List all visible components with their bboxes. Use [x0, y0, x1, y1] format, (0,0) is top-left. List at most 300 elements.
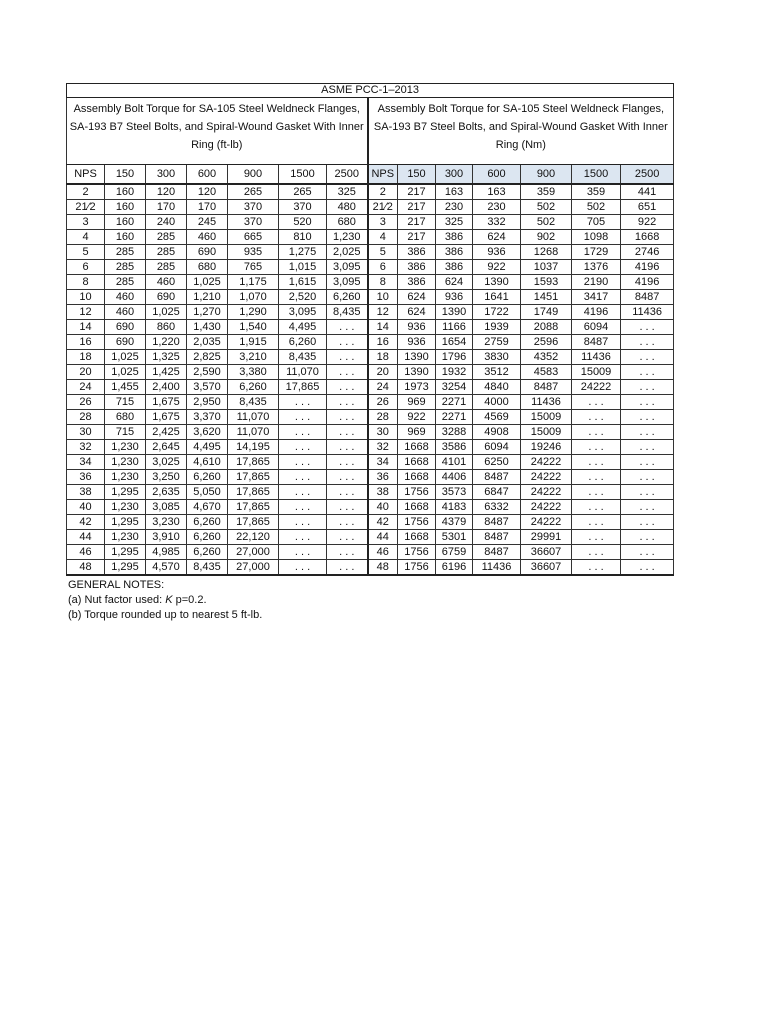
- torque-cell: 922: [473, 260, 521, 275]
- torque-cell: 1,015: [279, 260, 327, 275]
- column-header: 2500: [327, 165, 368, 185]
- torque-cell: 163: [473, 184, 521, 200]
- torque-cell: 11,070: [279, 365, 327, 380]
- torque-cell: 502: [521, 200, 572, 215]
- torque-cell: 8487: [473, 545, 521, 560]
- torque-cell: 1037: [521, 260, 572, 275]
- nps-cell: 30: [368, 425, 398, 440]
- torque-cell: 17,865: [228, 500, 279, 515]
- torque-cell: 386: [436, 230, 473, 245]
- torque-cell: 1,230: [105, 440, 146, 455]
- nut-factor-symbol: K: [165, 594, 173, 606]
- torque-cell: 1641: [473, 290, 521, 305]
- torque-cell: 1668: [398, 455, 436, 470]
- torque-cell: . . .: [621, 350, 674, 365]
- torque-cell: 22,120: [228, 530, 279, 545]
- torque-cell: . . .: [327, 515, 368, 530]
- nps-cell: 30: [67, 425, 105, 440]
- torque-cell: 1268: [521, 245, 572, 260]
- torque-cell: 1376: [572, 260, 621, 275]
- torque-cell: 265: [228, 184, 279, 200]
- torque-cell: 325: [327, 184, 368, 200]
- table-row: [67, 290, 674, 305]
- torque-cell: . . .: [621, 560, 674, 576]
- torque-cell: 1,230: [105, 530, 146, 545]
- torque-cell: 680: [105, 410, 146, 425]
- torque-cell: 2746: [621, 245, 674, 260]
- table-row: [67, 530, 674, 545]
- nps-cell: 12: [368, 305, 398, 320]
- note-a: (a) Nut factor used: K p=0.2.: [68, 594, 207, 606]
- torque-cell: 8487: [473, 530, 521, 545]
- torque-cell: 765: [228, 260, 279, 275]
- torque-cell: . . .: [572, 545, 621, 560]
- torque-cell: 27,000: [228, 560, 279, 576]
- torque-cell: 624: [398, 305, 436, 320]
- torque-cell: 1,175: [228, 275, 279, 290]
- torque-cell: 15009: [521, 410, 572, 425]
- torque-cell: 936: [398, 335, 436, 350]
- torque-cell: 1749: [521, 305, 572, 320]
- nps-cell: 20: [67, 365, 105, 380]
- table-row: [67, 470, 674, 485]
- torque-cell: . . .: [279, 440, 327, 455]
- nps-cell: 5: [67, 245, 105, 260]
- torque-sheet: [66, 83, 673, 623]
- torque-cell: . . .: [279, 395, 327, 410]
- torque-cell: 11436: [473, 560, 521, 576]
- torque-cell: 441: [621, 184, 674, 200]
- torque-cell: 285: [146, 230, 187, 245]
- column-header: 300: [436, 165, 473, 185]
- torque-cell: . . .: [279, 560, 327, 576]
- torque-cell: 1756: [398, 485, 436, 500]
- nps-cell: 14: [368, 320, 398, 335]
- torque-cell: 3,085: [146, 500, 187, 515]
- table-row: [67, 365, 674, 380]
- nps-cell: 6: [67, 260, 105, 275]
- torque-cell: 4196: [621, 260, 674, 275]
- torque-cell: 2,825: [187, 350, 228, 365]
- torque-cell: 1939: [473, 320, 521, 335]
- torque-cell: 14,195: [228, 440, 279, 455]
- torque-cell: 3,095: [279, 305, 327, 320]
- column-header: 2500: [621, 165, 674, 185]
- torque-cell: 1668: [398, 530, 436, 545]
- table-row: [67, 200, 674, 215]
- torque-cell: . . .: [279, 545, 327, 560]
- torque-cell: . . .: [327, 335, 368, 350]
- torque-cell: 715: [105, 425, 146, 440]
- torque-cell: 3,910: [146, 530, 187, 545]
- torque-cell: . . .: [279, 515, 327, 530]
- torque-table: [66, 83, 674, 576]
- torque-cell: . . .: [279, 410, 327, 425]
- table-row: [67, 440, 674, 455]
- column-header: 1500: [572, 165, 621, 185]
- torque-cell: 4000: [473, 395, 521, 410]
- torque-cell: 4101: [436, 455, 473, 470]
- torque-cell: 370: [228, 215, 279, 230]
- left-table-heading: Assembly Bolt Torque for SA-105 Steel Weldneck Flanges, SA-193 B7 Steel Bolts, and Spiral-Wound Gasket With Inner Ring (ft-lb): [67, 98, 368, 165]
- torque-cell: 4,495: [279, 320, 327, 335]
- torque-cell: 1,270: [187, 305, 228, 320]
- torque-cell: . . .: [327, 395, 368, 410]
- nps-cell: 32: [368, 440, 398, 455]
- torque-cell: 1796: [436, 350, 473, 365]
- nps-cell: 10: [368, 290, 398, 305]
- column-header: 150: [105, 165, 146, 185]
- torque-cell: 11436: [621, 305, 674, 320]
- torque-cell: 2596: [521, 335, 572, 350]
- column-header: 900: [228, 165, 279, 185]
- general-notes: [66, 578, 673, 623]
- torque-cell: . . .: [572, 500, 621, 515]
- torque-cell: 24222: [521, 470, 572, 485]
- torque-cell: 24222: [521, 455, 572, 470]
- torque-cell: 3,370: [187, 410, 228, 425]
- torque-cell: . . .: [279, 530, 327, 545]
- torque-cell: 6094: [473, 440, 521, 455]
- torque-cell: 4183: [436, 500, 473, 515]
- torque-cell: 6,260: [187, 470, 228, 485]
- torque-cell: . . .: [572, 455, 621, 470]
- torque-cell: . . .: [327, 410, 368, 425]
- torque-cell: 1,220: [146, 335, 187, 350]
- torque-cell: 24222: [521, 485, 572, 500]
- torque-cell: 1390: [473, 275, 521, 290]
- torque-cell: 1,455: [105, 380, 146, 395]
- torque-cell: 460: [187, 230, 228, 245]
- table-row: [67, 560, 674, 576]
- torque-cell: 936: [398, 320, 436, 335]
- table-row: [67, 260, 674, 275]
- torque-cell: 386: [436, 260, 473, 275]
- table-row: [67, 350, 674, 365]
- column-header: 150: [398, 165, 436, 185]
- torque-cell: 1,025: [187, 275, 228, 290]
- torque-cell: 3,230: [146, 515, 187, 530]
- torque-cell: 8487: [621, 290, 674, 305]
- torque-cell: 1390: [398, 365, 436, 380]
- table-row: [67, 275, 674, 290]
- torque-cell: . . .: [621, 500, 674, 515]
- torque-cell: 6,260: [279, 335, 327, 350]
- torque-cell: . . .: [327, 485, 368, 500]
- nps-cell: 26: [368, 395, 398, 410]
- nps-cell: 44: [67, 530, 105, 545]
- torque-cell: 285: [105, 260, 146, 275]
- torque-cell: 922: [621, 215, 674, 230]
- table-row: [67, 410, 674, 425]
- torque-cell: . . .: [327, 380, 368, 395]
- torque-cell: 17,865: [228, 455, 279, 470]
- table-row: [67, 500, 674, 515]
- table-row: [67, 245, 674, 260]
- torque-cell: 17,865: [228, 485, 279, 500]
- nps-cell: 24: [67, 380, 105, 395]
- torque-cell: 6,260: [187, 530, 228, 545]
- torque-cell: 460: [146, 275, 187, 290]
- nps-cell: 5: [368, 245, 398, 260]
- torque-cell: . . .: [621, 425, 674, 440]
- torque-cell: 285: [105, 245, 146, 260]
- torque-cell: 217: [398, 230, 436, 245]
- torque-cell: 170: [187, 200, 228, 215]
- torque-cell: 1668: [398, 500, 436, 515]
- torque-cell: 4840: [473, 380, 521, 395]
- torque-cell: 3,025: [146, 455, 187, 470]
- torque-cell: 1,325: [146, 350, 187, 365]
- torque-cell: 2,400: [146, 380, 187, 395]
- torque-cell: 4583: [521, 365, 572, 380]
- torque-cell: 3,250: [146, 470, 187, 485]
- torque-cell: 230: [473, 200, 521, 215]
- torque-cell: . . .: [572, 530, 621, 545]
- torque-cell: 651: [621, 200, 674, 215]
- torque-cell: 332: [473, 215, 521, 230]
- column-header: 900: [521, 165, 572, 185]
- torque-cell: . . .: [327, 530, 368, 545]
- nps-cell: 34: [67, 455, 105, 470]
- torque-cell: 2,635: [146, 485, 187, 500]
- torque-cell: 1,230: [105, 470, 146, 485]
- torque-cell: 1,615: [279, 275, 327, 290]
- nps-cell: 24: [368, 380, 398, 395]
- torque-cell: 1593: [521, 275, 572, 290]
- nps-cell: 38: [368, 485, 398, 500]
- torque-cell: 160: [105, 230, 146, 245]
- nps-cell: 18: [67, 350, 105, 365]
- torque-cell: 1668: [621, 230, 674, 245]
- torque-cell: 1166: [436, 320, 473, 335]
- table-row: [67, 184, 674, 200]
- column-header: NPS: [67, 165, 105, 185]
- torque-cell: 4,985: [146, 545, 187, 560]
- torque-cell: . . .: [572, 440, 621, 455]
- nps-cell: 42: [368, 515, 398, 530]
- table-row: [67, 215, 674, 230]
- nps-cell: 21⁄2: [67, 200, 105, 215]
- torque-cell: 4908: [473, 425, 521, 440]
- torque-cell: 3288: [436, 425, 473, 440]
- torque-cell: . . .: [621, 515, 674, 530]
- torque-cell: 1,025: [146, 305, 187, 320]
- torque-cell: 240: [146, 215, 187, 230]
- torque-cell: 1,295: [105, 545, 146, 560]
- torque-cell: 2088: [521, 320, 572, 335]
- nps-cell: 8: [67, 275, 105, 290]
- torque-cell: 1,430: [187, 320, 228, 335]
- torque-cell: 3,570: [187, 380, 228, 395]
- column-header-row: [67, 165, 674, 185]
- torque-cell: . . .: [327, 350, 368, 365]
- torque-cell: 715: [105, 395, 146, 410]
- torque-cell: 15009: [521, 425, 572, 440]
- torque-cell: 160: [105, 184, 146, 200]
- torque-cell: 1,230: [105, 455, 146, 470]
- nps-cell: 38: [67, 485, 105, 500]
- torque-cell: 2,950: [187, 395, 228, 410]
- torque-cell: 17,865: [279, 380, 327, 395]
- torque-cell: 502: [572, 200, 621, 215]
- torque-cell: 1,915: [228, 335, 279, 350]
- torque-cell: 1,070: [228, 290, 279, 305]
- torque-cell: 8,435: [327, 305, 368, 320]
- torque-cell: 3,095: [327, 260, 368, 275]
- torque-cell: . . .: [572, 410, 621, 425]
- torque-cell: 1,230: [327, 230, 368, 245]
- torque-cell: 1668: [398, 440, 436, 455]
- torque-cell: 8487: [473, 470, 521, 485]
- torque-cell: . . .: [327, 560, 368, 576]
- torque-cell: . . .: [279, 425, 327, 440]
- torque-cell: 4406: [436, 470, 473, 485]
- torque-cell: 502: [521, 215, 572, 230]
- torque-cell: 325: [436, 215, 473, 230]
- nps-cell: 26: [67, 395, 105, 410]
- torque-cell: . . .: [621, 545, 674, 560]
- torque-cell: 285: [146, 245, 187, 260]
- torque-cell: . . .: [572, 485, 621, 500]
- torque-cell: . . .: [572, 425, 621, 440]
- nps-cell: 46: [67, 545, 105, 560]
- torque-cell: 1098: [572, 230, 621, 245]
- nps-cell: 4: [368, 230, 398, 245]
- torque-cell: 265: [279, 184, 327, 200]
- torque-cell: 359: [521, 184, 572, 200]
- torque-cell: 1932: [436, 365, 473, 380]
- nps-cell: 20: [368, 365, 398, 380]
- torque-cell: . . .: [621, 470, 674, 485]
- torque-cell: 2759: [473, 335, 521, 350]
- torque-cell: 163: [436, 184, 473, 200]
- nps-cell: 2: [368, 184, 398, 200]
- torque-cell: 690: [187, 245, 228, 260]
- torque-cell: 359: [572, 184, 621, 200]
- table-row: [67, 455, 674, 470]
- torque-cell: 6,260: [228, 380, 279, 395]
- torque-cell: . . .: [621, 410, 674, 425]
- nps-cell: 18: [368, 350, 398, 365]
- torque-cell: 5,050: [187, 485, 228, 500]
- torque-cell: 217: [398, 200, 436, 215]
- torque-cell: 3830: [473, 350, 521, 365]
- torque-cell: 1729: [572, 245, 621, 260]
- torque-cell: 705: [572, 215, 621, 230]
- torque-cell: 29991: [521, 530, 572, 545]
- column-header: 300: [146, 165, 187, 185]
- torque-cell: 6,260: [327, 290, 368, 305]
- torque-cell: 3512: [473, 365, 521, 380]
- torque-cell: 8487: [473, 515, 521, 530]
- torque-cell: . . .: [621, 455, 674, 470]
- torque-cell: 690: [146, 290, 187, 305]
- torque-cell: 1,425: [146, 365, 187, 380]
- torque-cell: 624: [436, 275, 473, 290]
- table-row: [67, 230, 674, 245]
- torque-cell: 6196: [436, 560, 473, 576]
- torque-cell: . . .: [279, 500, 327, 515]
- torque-cell: 2,425: [146, 425, 187, 440]
- torque-cell: 2,025: [327, 245, 368, 260]
- torque-cell: 160: [105, 200, 146, 215]
- nps-cell: 3: [368, 215, 398, 230]
- torque-cell: 3254: [436, 380, 473, 395]
- torque-cell: 6847: [473, 485, 521, 500]
- torque-cell: . . .: [327, 470, 368, 485]
- torque-cell: 665: [228, 230, 279, 245]
- torque-cell: 11436: [521, 395, 572, 410]
- torque-cell: 4,670: [187, 500, 228, 515]
- torque-cell: 27,000: [228, 545, 279, 560]
- nps-cell: 3: [67, 215, 105, 230]
- nps-cell: 48: [67, 560, 105, 576]
- torque-cell: 1,675: [146, 410, 187, 425]
- torque-cell: . . .: [279, 470, 327, 485]
- table-row: [67, 380, 674, 395]
- torque-cell: . . .: [621, 530, 674, 545]
- torque-cell: 386: [398, 260, 436, 275]
- column-header: 600: [187, 165, 228, 185]
- torque-cell: 217: [398, 184, 436, 200]
- table-row: [67, 320, 674, 335]
- torque-cell: . . .: [621, 365, 674, 380]
- torque-cell: 2271: [436, 395, 473, 410]
- torque-cell: 460: [105, 305, 146, 320]
- torque-cell: 3417: [572, 290, 621, 305]
- torque-cell: . . .: [572, 470, 621, 485]
- right-table-heading: Assembly Bolt Torque for SA-105 Steel Weldneck Flanges, SA-193 B7 Steel Bolts, and Spiral-Wound Gasket With Inner Ring (Nm): [368, 98, 674, 165]
- torque-cell: . . .: [327, 545, 368, 560]
- torque-cell: 4352: [521, 350, 572, 365]
- torque-cell: 19246: [521, 440, 572, 455]
- torque-cell: . . .: [279, 455, 327, 470]
- torque-cell: . . .: [327, 320, 368, 335]
- torque-cell: 6,260: [187, 515, 228, 530]
- torque-cell: 285: [105, 275, 146, 290]
- nps-cell: 21⁄2: [368, 200, 398, 215]
- torque-cell: 4569: [473, 410, 521, 425]
- torque-cell: 1668: [398, 470, 436, 485]
- torque-cell: 15009: [572, 365, 621, 380]
- column-header: NPS: [368, 165, 398, 185]
- table-row: [67, 545, 674, 560]
- torque-cell: 6094: [572, 320, 621, 335]
- torque-cell: 936: [473, 245, 521, 260]
- torque-cell: . . .: [327, 365, 368, 380]
- torque-cell: 24222: [521, 515, 572, 530]
- torque-cell: . . .: [327, 440, 368, 455]
- nps-cell: 42: [67, 515, 105, 530]
- torque-cell: 1973: [398, 380, 436, 395]
- torque-cell: 8,435: [228, 395, 279, 410]
- torque-cell: 36607: [521, 560, 572, 576]
- torque-cell: 936: [436, 290, 473, 305]
- torque-cell: 1,295: [105, 515, 146, 530]
- nps-cell: 4: [67, 230, 105, 245]
- torque-cell: 922: [398, 410, 436, 425]
- torque-cell: . . .: [621, 440, 674, 455]
- torque-cell: 1,290: [228, 305, 279, 320]
- torque-cell: . . .: [572, 560, 621, 576]
- torque-cell: . . .: [621, 320, 674, 335]
- torque-cell: 4196: [621, 275, 674, 290]
- notes-heading: GENERAL NOTES:: [68, 579, 165, 591]
- torque-cell: . . .: [621, 395, 674, 410]
- nps-cell: 8: [368, 275, 398, 290]
- torque-cell: 217: [398, 215, 436, 230]
